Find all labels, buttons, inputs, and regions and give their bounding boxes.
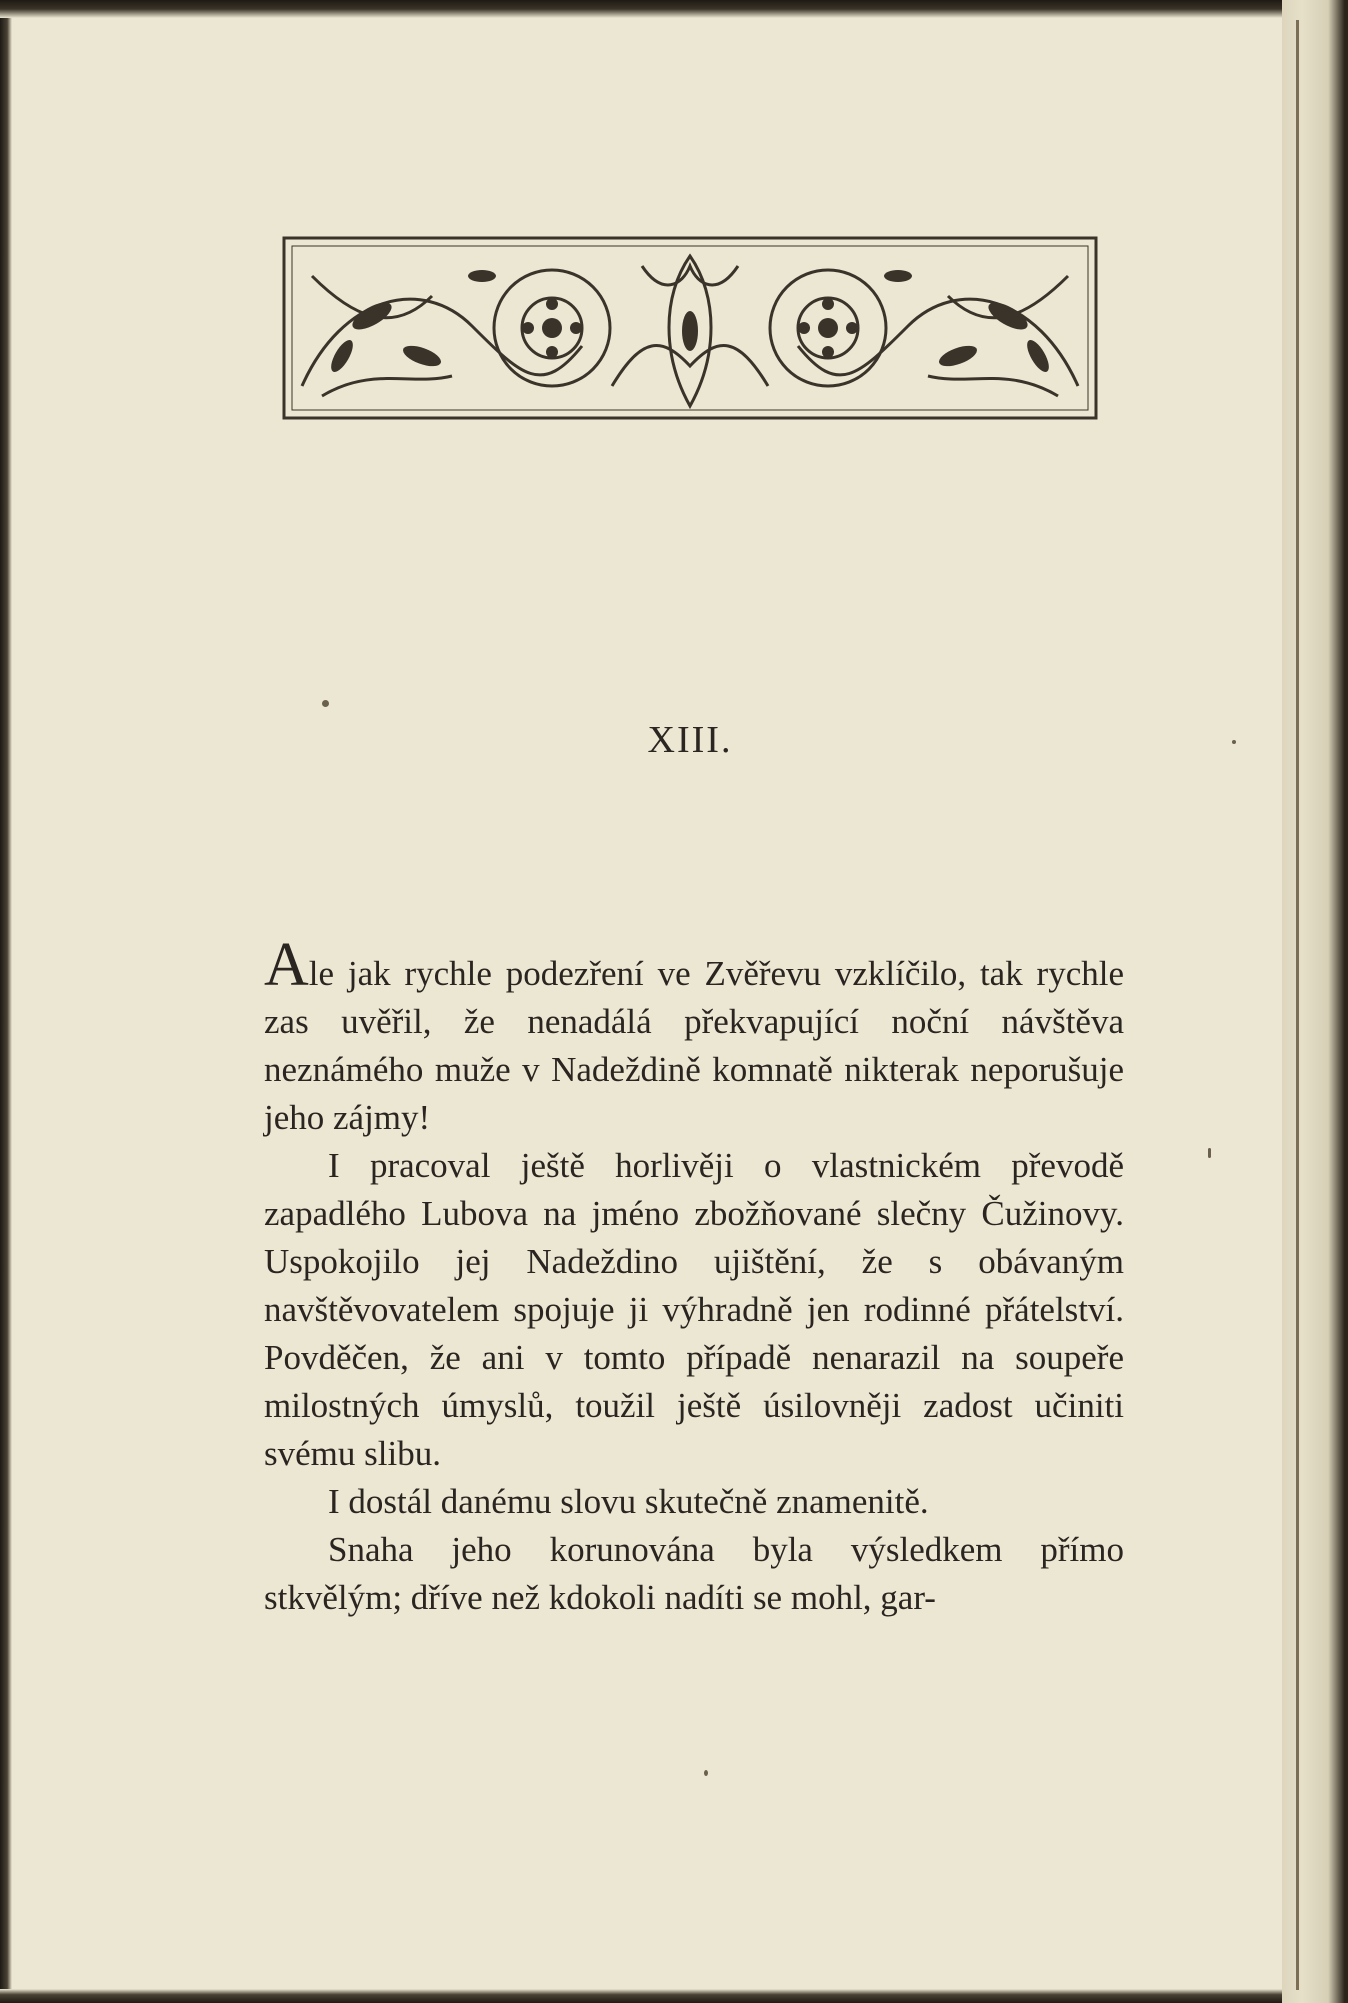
chapter-body: [264, 931, 1124, 1622]
paragraph: Snaha jeho korunována byla výsledkem přímo stkvělým; dříve než kdokoli nadíti se mohl, gar-: [264, 1530, 1124, 1617]
paragraph: I pracoval ještě horlivěji o vlastnickém převodě zapadlého Lubova na jméno zbožňované slečny Čužinovy. Uspokojilo jej Nadeždino ujištění, že s obávaným navštěvovatelem spojuje ji výhradně jen rodinné přátelství. Povděčen, že ani v tomto případě nenarazil na soupeře milostných úmyslů, toužil ještě úsilovněji zadost učiniti svému slibu.: [264, 1146, 1124, 1473]
page-bottom-edge: [0, 1989, 1348, 2003]
drop-cap: A: [264, 931, 309, 999]
ink-speck: [1208, 1148, 1211, 1158]
ornamental-headpiece: [282, 236, 1098, 420]
spine-line: [1296, 20, 1299, 1990]
page-left-edge: [0, 0, 12, 2003]
ink-speck: [704, 1770, 708, 1776]
ink-speck: [1232, 740, 1236, 744]
chapter-number: XIII.: [647, 719, 733, 761]
book-spine: [1282, 0, 1348, 2003]
ink-speck: [322, 700, 329, 707]
paragraph: [264, 931, 1124, 1142]
paragraph-text: le jak rychle podezření ve Zvěřevu vzklíčilo, tak rychle zas uvěřil, že nenadálá překvapující noční návštěva neznámého muže v Nadeždině komnatě nikterak neporušuje jeho zájmy!: [264, 954, 1124, 1137]
paragraph: I dostál danému slovu skutečně znamenitě.: [328, 1482, 929, 1521]
page-top-edge: [0, 0, 1348, 18]
